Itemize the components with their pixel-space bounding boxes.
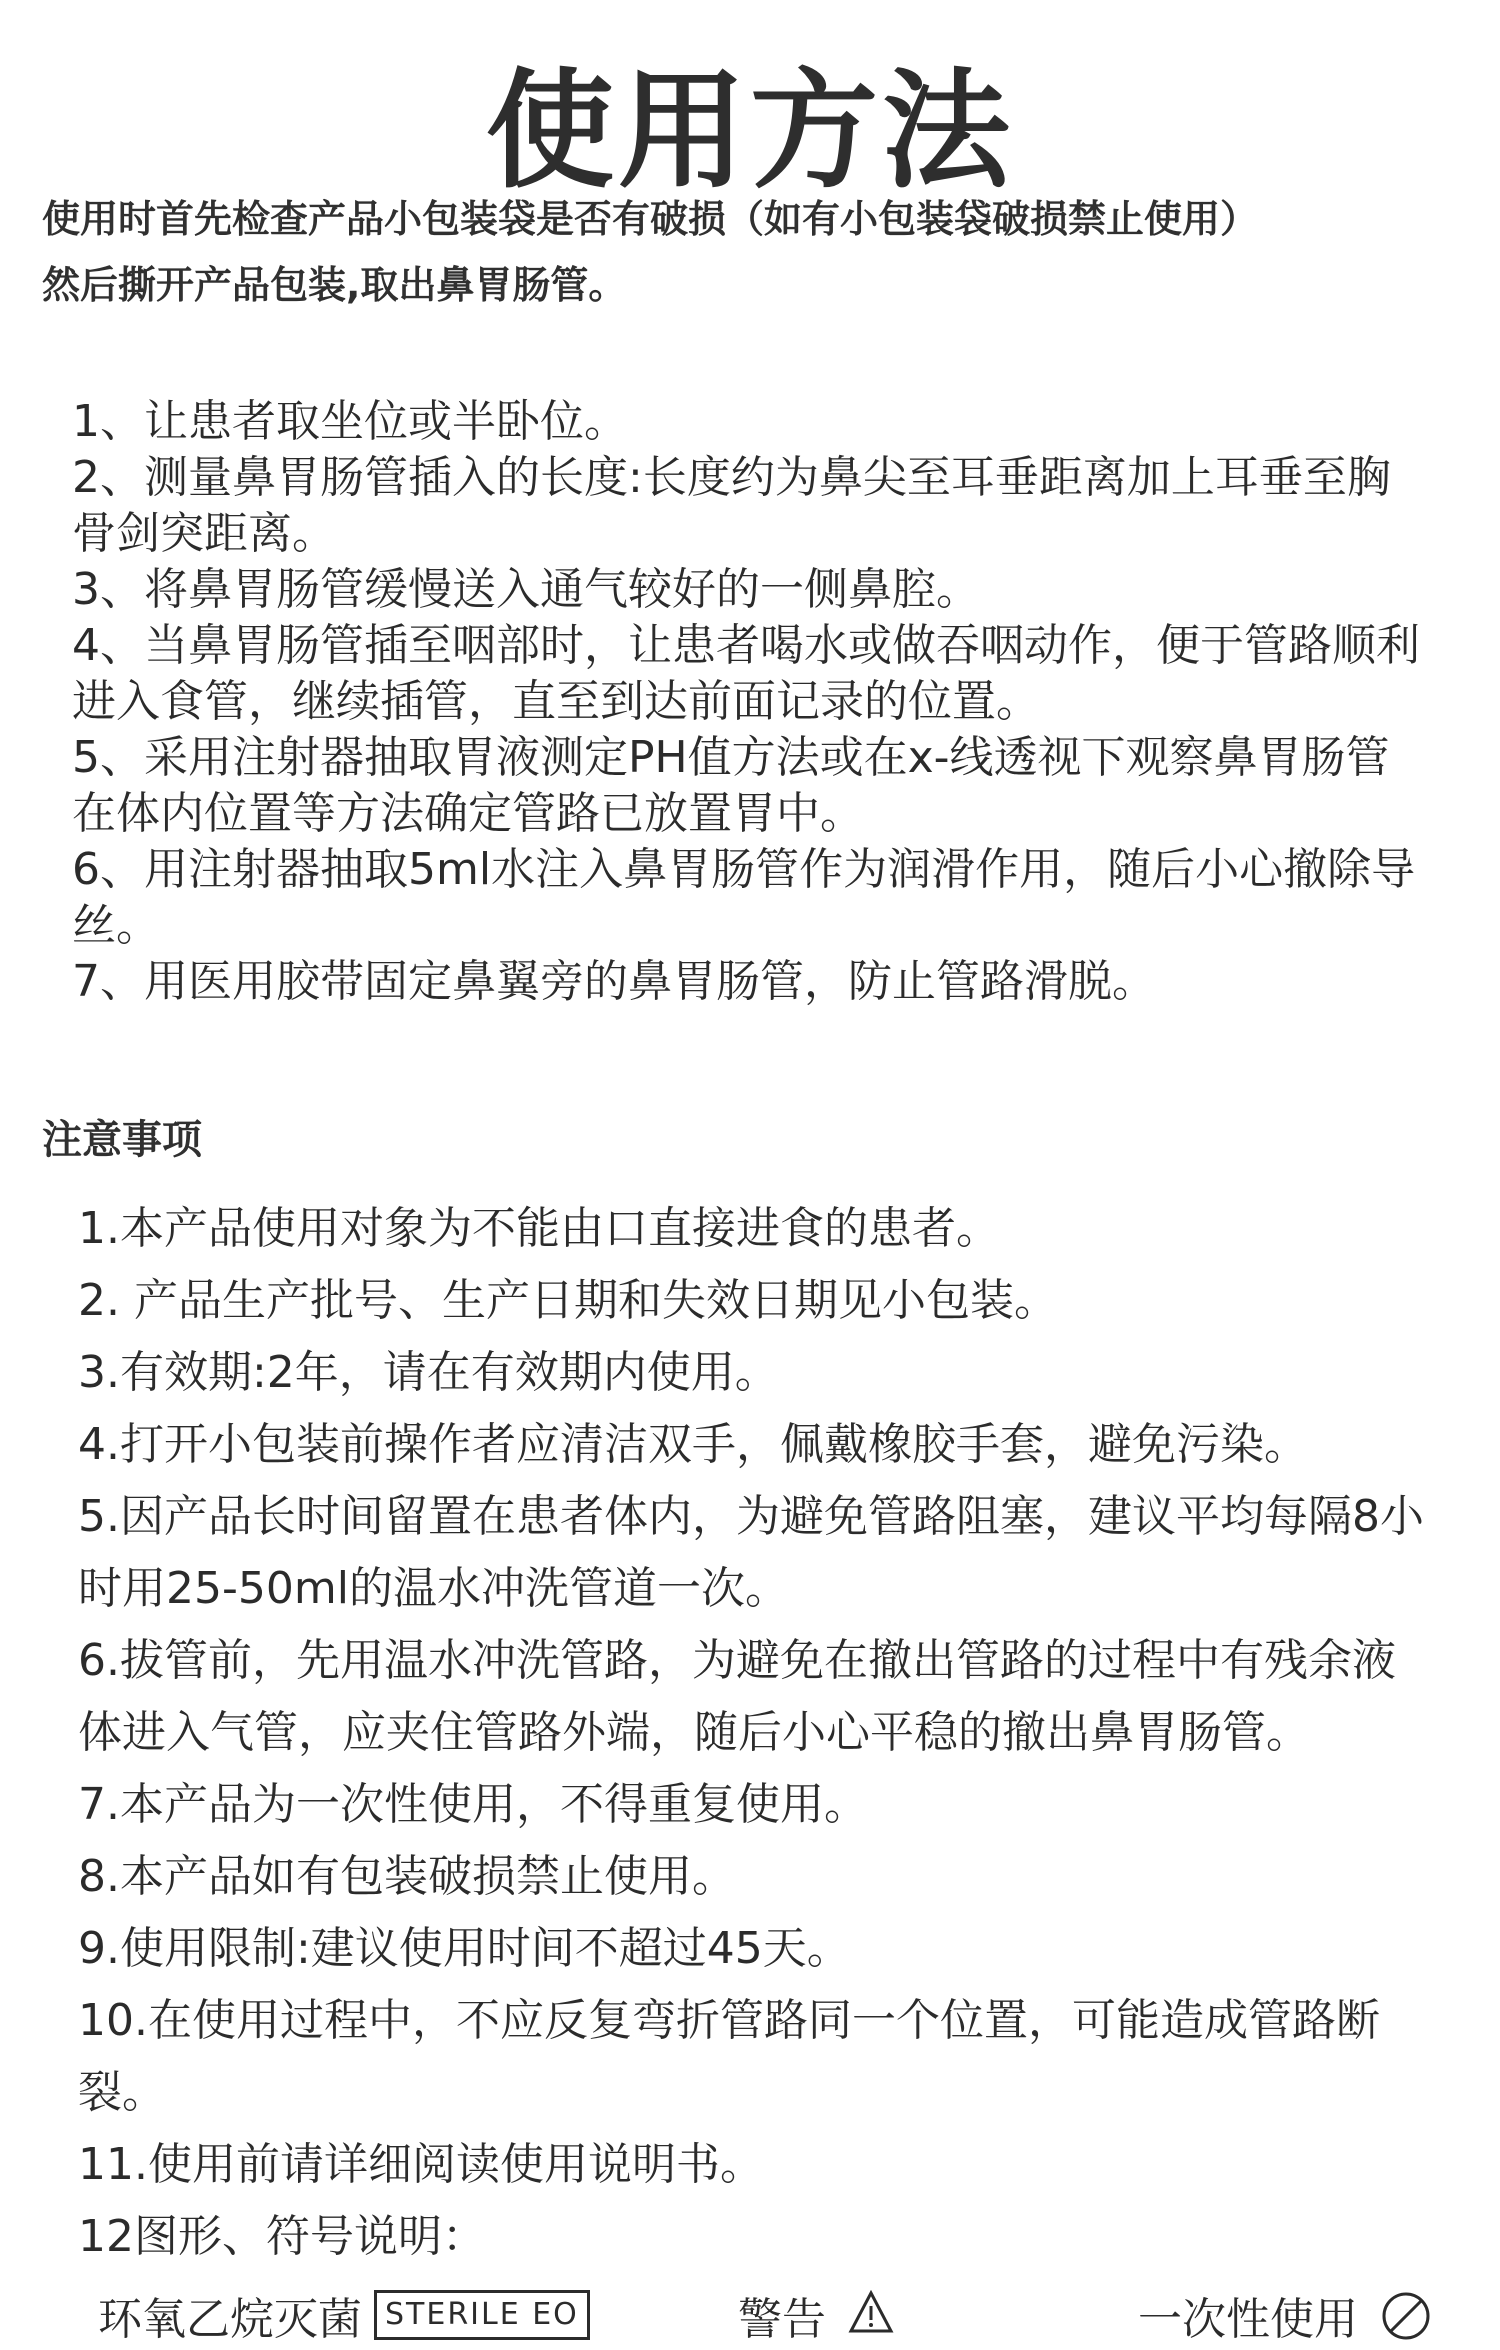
intro	[42, 186, 1462, 318]
sterile-symbol	[98, 2290, 590, 2350]
note-item: 8.本产品如有包装破损禁止使用。	[78, 1851, 736, 1902]
step-item: 3、将鼻胃肠管缓慢送入通气较好的一侧鼻腔。	[72, 564, 980, 615]
step-item: 1、让患者取坐位或半卧位。	[72, 396, 628, 447]
note-item: 9.使用限制:建议使用时间不超过45天。	[78, 1923, 851, 1974]
note-item: 6.拔管前，先用温水冲洗管路，为避免在撤出管路的过程中有残余液体进入气管，应夹住管路外端，随后小心平稳的撤出鼻胃肠管。	[78, 1635, 1396, 1758]
warning-symbol	[738, 2290, 894, 2350]
note-item: 11.使用前请详细阅读使用说明书。	[78, 2139, 764, 2190]
note-item: 12图形、符号说明：	[78, 2211, 486, 2262]
note-item: 4.打开小包装前操作者应清洁双手，佩戴橡胶手套，避免污染。	[78, 1419, 1308, 1470]
note-item: 5.因产品长时间留置在患者体内，为避免管路阻塞，建议平均每隔8小时用25-50ml的温水冲洗管道一次。	[78, 1491, 1424, 1614]
step-item: 7、用医用胶带固定鼻翼旁的鼻胃肠管，防止管路滑脱。	[72, 956, 1156, 1007]
step-item: 5、采用注射器抽取胃液测定PH值方法或在x-线透视下观察鼻胃肠管在体内位置等方法确定管路已放置胃中。	[72, 732, 1390, 839]
single-use-symbol	[1138, 2290, 1432, 2350]
step-item: 4、当鼻胃肠管插至咽部时，让患者喝水或做吞咽动作，便于管路顺利进入食管，继续插管，直至到达前面记录的位置。	[72, 620, 1420, 727]
sterile-eo-box: STERILE EO	[374, 2290, 590, 2340]
note-item: 7.本产品为一次性使用，不得重复使用。	[78, 1779, 868, 1830]
intro-line: 使用时首先检查产品小包装袋是否有破损（如有小包装袋破损禁止使用）	[42, 197, 1259, 241]
notes-list	[78, 1193, 1438, 2273]
note-item: 10.在使用过程中，不应反复弯折管路同一个位置，可能造成管路断裂。	[78, 1995, 1380, 2118]
symbol-legend	[78, 2290, 1438, 2345]
sterile-label: 环氧乙烷灭菌	[98, 2294, 362, 2345]
note-item: 3.有效期:2年，请在有效期内使用。	[78, 1347, 779, 1398]
page-title: 使用方法	[485, 57, 1014, 206]
notes-heading: 注意事项	[42, 1117, 202, 1163]
step-item: 6、用注射器抽取5ml水注入鼻胃肠管作为润滑作用，随后小心撤除导丝。	[72, 844, 1416, 951]
single-use-label: 一次性使用	[1138, 2294, 1358, 2345]
warning-label: 警告	[738, 2294, 826, 2345]
warning-triangle-icon	[848, 2290, 894, 2334]
do-not-reuse-icon	[1380, 2290, 1432, 2342]
intro-line: 然后撕开产品包装,取出鼻胃肠管。	[42, 263, 627, 307]
usage-steps	[72, 394, 1432, 1010]
step-item: 2、测量鼻胃肠管插入的长度:长度约为鼻尖至耳垂距离加上耳垂至胸骨剑突距离。	[72, 452, 1391, 559]
note-item: 2. 产品生产批号、生产日期和失效日期见小包装。	[78, 1275, 1058, 1326]
note-item: 1.本产品使用对象为不能由口直接进食的患者。	[78, 1203, 1000, 1254]
